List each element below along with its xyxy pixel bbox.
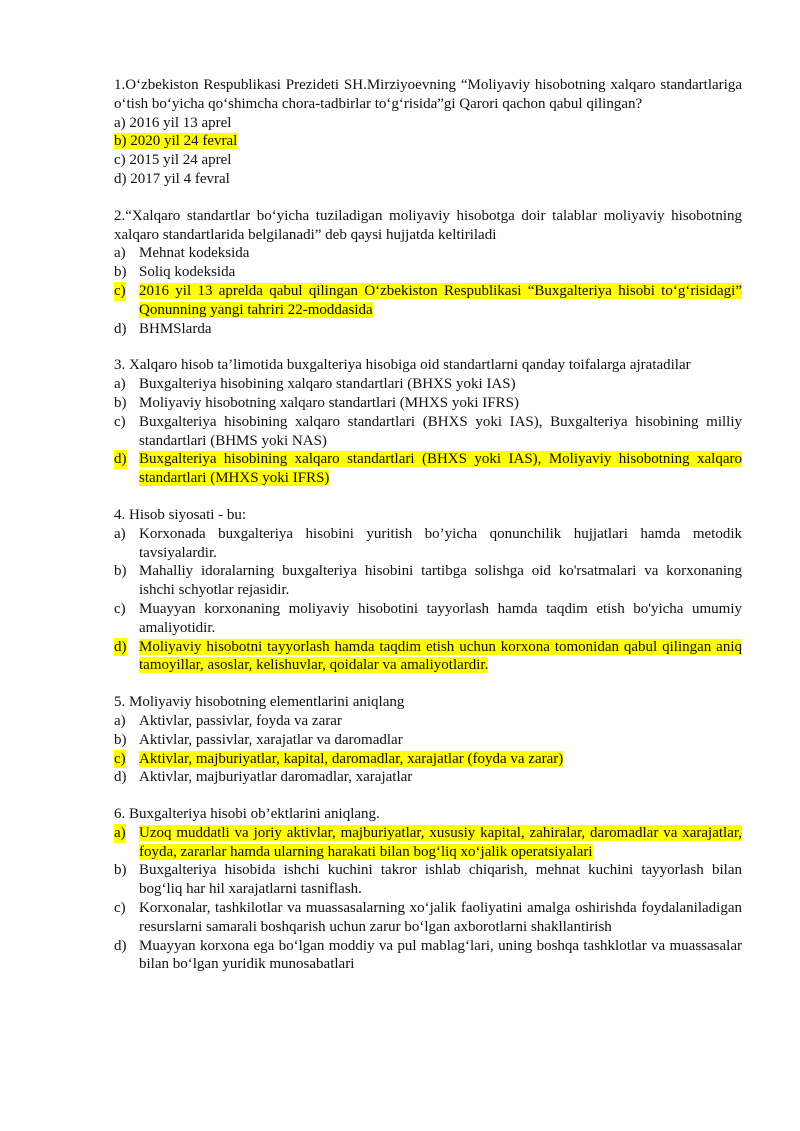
highlighted-answer: Aktivlar, majburiyatlar, kapital, daromadlar, xarajatlar (foyda va zarar)	[139, 750, 564, 767]
question-1	[114, 76, 742, 189]
options-list	[114, 824, 742, 974]
option-b: b) Buxgalteriya hisobida ishchi kuchini takror ishlab chiqarish, mehnat kuchini tayyorlash bilan bog‘liq har hil xarajatlarni tasniflash.	[114, 862, 742, 898]
option-b: b) Soliq kodeksida	[114, 264, 236, 281]
option-a: a) Aktivlar, passivlar, foyda va zarar	[114, 712, 342, 729]
highlighted-answer: Buxgalteriya hisobining xalqaro standartlari (BHXS yoki IAS), Moliyaviy hisobotning xalqaro standartlari (MHXS yoki IFRS)	[139, 451, 742, 487]
option-c: c) Korxonalar, tashkilotlar va muassasalarning xo‘jalik faoliyatini amalga oshirishda foydalaniladigan resurslarni samarali boshqarish uchun zarur bo‘lgan axborotlarni shakllantirish	[114, 900, 742, 935]
option-a: a) Buxgalteriya hisobining xalqaro standartlari (BHXS yoki IAS)	[114, 376, 516, 393]
question-text: 6. Buxgalteriya hisobi ob’ektlarini aniqlang.	[114, 806, 380, 823]
question-4	[114, 506, 742, 675]
question-text: 4. Hisob siyosati - bu:	[114, 506, 247, 523]
option-c-correct: c) 2016 yil 13 aprelda qabul qilingan O‘zbekiston Respublikasi “Buxgalteriya hisobi to‘g‘risidagi” Qonunning yangi tahriri 22-moddasida	[114, 282, 742, 318]
question-2	[114, 207, 742, 339]
question-6	[114, 805, 742, 974]
option-a: a) Mehnat kodeksida	[114, 245, 250, 262]
options-list	[114, 114, 742, 189]
options-list	[114, 525, 742, 675]
highlighted-answer: 2016 yil 13 aprelda qabul qilingan O‘zbekiston Respublikasi “Buxgalteriya hisobi to‘g‘risidagi” Qonunning yangi tahriri 22-moddasida	[139, 282, 742, 318]
question-text: 1.O‘zbekiston Respublikasi Prezideti SH.Mirziyoevning “Moliyaviy hisobotning xalqaro standartlariga o‘tish bo‘yicha qo‘shimcha chora-tadbirlar to‘g‘risida”gi Qarori qachon qabul qilingan?	[114, 77, 742, 112]
option-c: c) Buxgalteriya hisobining xalqaro standartlari (BHXS yoki IAS), Buxgalteriya hisobining milliy standartlari (BHMS yoki NAS)	[114, 413, 742, 449]
option-c: c) Muayyan korxonaning moliyaviy hisobotini tayyorlash hamda taqdim etish bo'yicha umumiy amaliyotidir.	[114, 600, 742, 636]
option-b: b) Mahalliy idoralarning buxgalteriya hisobini tartibga solishga oid ko'rsatmalari va korxonaning ishchi schyotlar rejasidir.	[114, 563, 742, 599]
option-d: d) 2017 yil 4 fevral	[114, 170, 230, 187]
option-d: d) Muayyan korxona ega bo‘lgan moddiy va pul mablag‘lari, uning boshqa tashklotlar va muassasalar bilan bo‘lgan yuridik munosabatlari	[114, 937, 742, 973]
option-a: a) 2016 yil 13 aprel	[114, 114, 232, 131]
options-list	[114, 244, 742, 338]
options-list	[114, 712, 742, 787]
option-b-correct	[114, 132, 742, 151]
option-c-correct: c) Aktivlar, majburiyatlar, kapital, daromadlar, xarajatlar (foyda va zarar)	[114, 750, 564, 767]
option-d: d) BHMSlarda	[114, 320, 212, 337]
option-d-correct: d) Moliyaviy hisobotni tayyorlash hamda taqdim etish uchun korxona tomonidan qabul qilingan aniq tamoyillar, asoslar, kelishuvlar, qoidalar va amaliyotlardir.	[114, 638, 742, 674]
question-3	[114, 356, 742, 488]
option-d: d) Aktivlar, majburiyatlar daromadlar, xarajatlar	[114, 769, 413, 786]
question-text: 2.“Xalqaro standartlar bo‘yicha tuziladigan moliyaviy hisobotga doir talablar moliyaviy hisobotning xalqaro standartlarida belgilanadi” deb qaysi hujjatda keltiriladi	[114, 207, 742, 243]
question-5	[114, 693, 742, 787]
option-b: b) Moliyaviy hisobotning xalqaro standartlari (MHXS yoki IFRS)	[114, 394, 519, 411]
options-list	[114, 375, 742, 488]
highlighted-answer: Moliyaviy hisobotni tayyorlash hamda taqdim etish uchun korxona tomonidan qabul qilingan aniq tamoyillar, asoslar, kelishuvlar, qoidalar va amaliyotlardir.	[139, 638, 742, 674]
option-c: c) 2015 yil 24 aprel	[114, 152, 232, 169]
highlighted-answer: Uzoq muddatli va joriy aktivlar, majburiyatlar, xususiy kapital, zahiralar, daromadlar va xarajatlar, foyda, zararlar hamda ularning harakati bilan bog‘liq xo‘jalik operatsiyalari	[139, 824, 742, 860]
option-a-correct: a) Uzoq muddatli va joriy aktivlar, majburiyatlar, xususiy kapital, zahiralar, daromadlar va xarajatlar, foyda, zararlar hamda ularning harakati bilan bog‘liq xo‘jalik operatsiyalari	[114, 824, 742, 860]
option-d-correct: d) Buxgalteriya hisobining xalqaro standartlari (BHXS yoki IAS), Moliyaviy hisobotning xalqaro standartlari (MHXS yoki IFRS)	[114, 451, 742, 487]
question-text: 5. Moliyaviy hisobotning elementlarini aniqlang	[114, 694, 405, 711]
option-a: a) Korxonada buxgalteriya hisobini yuritish bo’yicha qonunchilik hujjatlari hamda metodik tavsiyalardir.	[114, 525, 742, 561]
highlighted-answer: b) 2020 yil 24 fevral	[114, 133, 238, 150]
question-text: 3. Xalqaro hisob ta’limotida buxgalteriya hisobiga oid standartlarni qanday toifalarga ajratadilar	[114, 357, 691, 374]
option-b: b) Aktivlar, passivlar, xarajatlar va daromadlar	[114, 731, 403, 748]
